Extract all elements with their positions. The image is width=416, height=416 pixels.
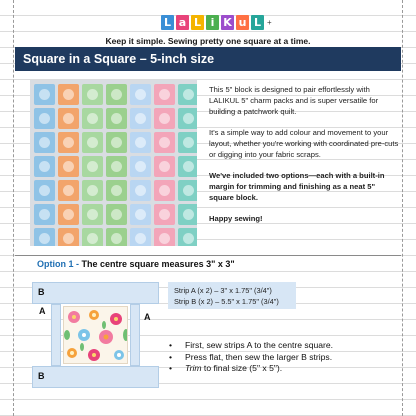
quilt-square: [178, 108, 197, 129]
option-1-description: The centre square measures 3" x 3": [81, 259, 235, 269]
quilt-square: [106, 204, 127, 225]
quilt-square: [106, 132, 127, 153]
logo-letter: a: [176, 15, 189, 30]
section-divider: [15, 255, 401, 256]
quilt-square: [154, 204, 175, 225]
intro-paragraph-1: This 5" block is designed to pair effortlessly with LALIKUL 5" charm packs and is super versatile for building a patchwork quilt.: [209, 85, 379, 116]
intro-paragraph-3: We've included two options—each with a built-in margin for trimming and finishing as a neat 5" square block.: [209, 171, 385, 202]
quilt-square: [154, 228, 175, 246]
quilt-square: [34, 132, 55, 153]
strip-b-bottom: [32, 366, 159, 388]
quilt-square: [106, 108, 127, 129]
quilt-square: [130, 156, 151, 177]
quilt-square: [34, 84, 55, 105]
quilt-square: [34, 228, 55, 246]
intro-text: [209, 84, 399, 234]
quilt-square: [130, 228, 151, 246]
logo-letter: L: [191, 15, 204, 30]
quilt-square: [82, 156, 103, 177]
quilt-square: [178, 204, 197, 225]
quilt-square: [178, 156, 197, 177]
strip-measurements: [168, 282, 296, 309]
strip-a-right: [130, 304, 140, 366]
quilt-square: [58, 228, 79, 246]
quilt-square: [106, 84, 127, 105]
step-1: • First, sew strips A to the centre square.: [169, 340, 333, 352]
quilt-square: [82, 180, 103, 201]
label-a-right: A: [144, 312, 151, 322]
quilt-square: [154, 156, 175, 177]
label-b-top: B: [38, 287, 45, 297]
quilt-square: [58, 204, 79, 225]
page-title: Square in a Square – 5-inch size: [23, 52, 215, 66]
logo-letter: L: [251, 15, 264, 30]
quilt-square: [130, 180, 151, 201]
strip-a-left: [51, 304, 61, 366]
title-bar: [15, 47, 401, 71]
intro-sign-off: Happy sewing!: [209, 214, 263, 223]
label-a-left: A: [39, 306, 46, 316]
quilt-square: [82, 204, 103, 225]
quilt-square: [130, 132, 151, 153]
option-1-heading: [37, 259, 235, 269]
logo-letter: i: [206, 15, 219, 30]
quilt-photo: [30, 80, 197, 246]
quilt-square: [154, 108, 175, 129]
quilt-square: [58, 156, 79, 177]
quilt-square: [130, 204, 151, 225]
quilt-square: [130, 84, 151, 105]
centre-square-fabric: [63, 306, 128, 364]
quilt-square: [34, 108, 55, 129]
floral-fabric-pattern: [64, 307, 128, 364]
quilt-square: [82, 84, 103, 105]
logo-letter: u: [236, 15, 249, 30]
step-3-rest: to final size (5" x 5").: [201, 363, 283, 373]
quilt-square: [154, 180, 175, 201]
quilt-square: [34, 204, 55, 225]
quilt-square: [58, 132, 79, 153]
strip-a-measure: Strip A (x 2) – 3" x 1.75" (3/4"): [174, 286, 272, 295]
quilt-square: [106, 180, 127, 201]
quilt-square: [130, 108, 151, 129]
label-b-bottom: B: [38, 371, 45, 381]
quilt-square: [58, 84, 79, 105]
quilt-square: [178, 132, 197, 153]
logo-suffix: +: [267, 17, 272, 27]
quilt-square: [178, 84, 197, 105]
tagline: Keep it simple. Sewing pretty one square at a time.: [105, 36, 311, 46]
quilt-square: [82, 132, 103, 153]
logo-letter: K: [221, 15, 234, 30]
block-diagram: [32, 282, 159, 390]
strip-b-top: [32, 282, 159, 304]
quilt-square: [106, 228, 127, 246]
lalikul-logo: [161, 12, 272, 32]
quilt-square: [34, 180, 55, 201]
left-dashed-border: [13, 0, 14, 416]
right-dashed-border: [402, 0, 403, 416]
intro-paragraph-2: It's a simple way to add colour and movement to your layout, whether you're working with coordinated pre-cuts or digging into your fabric scraps.: [209, 128, 399, 159]
sewing-steps: [169, 340, 333, 375]
quilt-square: [178, 228, 197, 246]
quilt-grid: [34, 84, 197, 246]
option-1-number: Option 1 -: [37, 259, 79, 269]
quilt-square: [82, 228, 103, 246]
quilt-square: [154, 84, 175, 105]
step-2: • Press flat, then sew the larger B strips.: [169, 352, 333, 364]
step-3-trim: Trim: [185, 363, 202, 373]
quilt-square: [58, 108, 79, 129]
step-3: [169, 363, 333, 375]
quilt-square: [154, 132, 175, 153]
quilt-square: [106, 156, 127, 177]
quilt-square: [34, 156, 55, 177]
strip-b-measure: Strip B (x 2) – 5.5" x 1.75" (3/4"): [174, 297, 279, 306]
logo-letter: L: [161, 15, 174, 30]
quilt-square: [178, 180, 197, 201]
quilt-square: [58, 180, 79, 201]
quilt-square: [82, 108, 103, 129]
